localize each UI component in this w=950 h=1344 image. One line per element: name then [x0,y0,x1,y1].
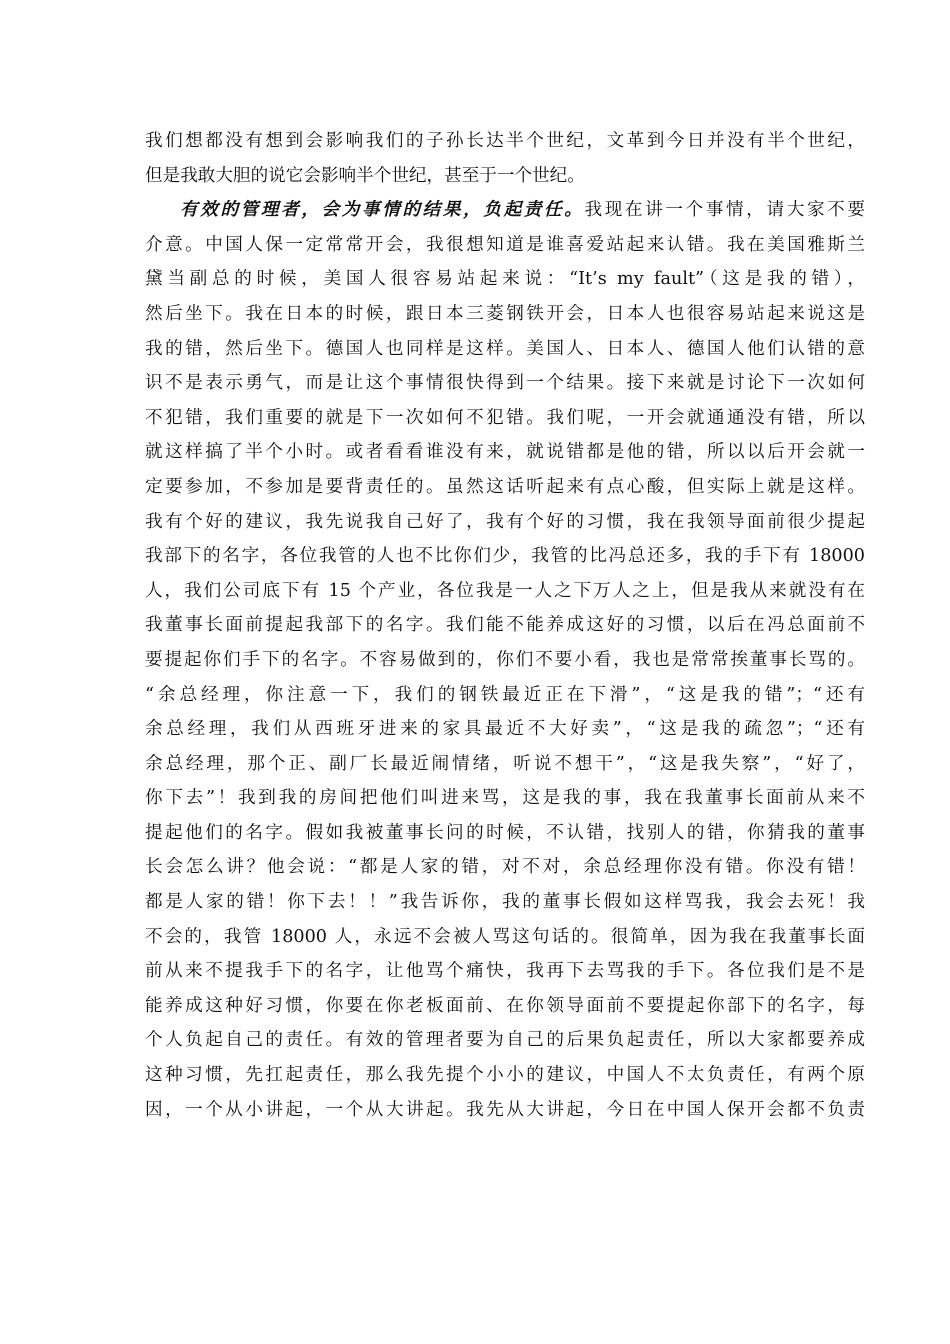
text-line: 黛当副总的时候，美国人很容易站起来说：“It’s my fault”（这是我的错）， [145,269,865,290]
text-line: “余总经理，你注意一下，我们的钢铁最近正在下滑”，“这是我的错”；“还有 [145,684,865,705]
text-line: 你下去”！我到我的房间把他们叫进来骂，这是我的事，我在我董事长面前从来不 [145,788,865,809]
document-body [145,124,865,1127]
text-line: 余总经理，那个正、副厂长最近闹情绪，听说不想干”，“这是我失察”，“好了， [145,753,865,774]
text-line: 不会的，我管 18000 人，永远不会被人骂这句话的。很简单，因为我在我董事长面 [145,926,865,947]
text-line: 人，我们公司底下有 15 个产业，各位我是一人之下万人之上，但是我从来就没有在 [145,580,865,601]
text-line: 我现在讲一个事情，请大家不要 [584,200,865,221]
text-line: 这种习惯，先扛起责任，那么我先提个小小的建议，中国人不太负责任，有两个原 [145,1065,865,1086]
emphasized-heading: 有效的管理者，会为事情的结果，负起责任。 [180,199,585,221]
paragraph-start-line [145,193,865,228]
text-line: 余总经理，我们从西班牙进来的家具最近不大好卖”，“这是我的疏忽”；“还有 [145,719,865,740]
text-line: 我有个好的建议，我先说我自己好了，我有个好的习惯，我在我领导面前很少提起 [145,511,865,532]
text-line: 我董事长面前提起我部下的名字。我们能不能养成这好的习惯，以后在冯总面前不 [145,615,865,636]
text-line: 长会怎么讲？他会说：“都是人家的错，对不对，余总经理你没有错。你没有错！ [145,857,865,878]
text-line: 都是人家的错！你下去！！”我告诉你，我的董事长假如这样骂我，我会去死！我 [145,892,865,913]
text-line: 我们想都没有想到会影响我们的子孙长达半个世纪，文革到今日并没有半个世纪， [145,131,865,151]
text-line: 我部下的名字，各位我管的人也不比你们少，我管的比冯总还多，我的手下有 18000 [145,546,865,567]
text-line: 但是我敢大胆的说它会影响半个世纪，甚至于一个世纪。 [145,165,585,186]
text-line: 要提起你们手下的名字。不容易做到的，你们不要小看，我也是常常挨董事长骂的。 [145,649,865,670]
text-line: 提起他们的名字。假如我被董事长问的时候，不认错，找别人的错，你猜我的董事 [145,822,865,843]
text-line: 前从来不提我手下的名字，让他骂个痛快，我再下去骂我的手下。各位我们是不是 [145,961,865,982]
text-line: 不犯错，我们重要的就是下一次如何不犯错。我们呢，一开会就通通没有错，所以 [145,407,865,428]
text-line: 然后坐下。我在日本的时候，跟日本三菱钢铁开会，日本人也很容易站起来说这是 [145,303,865,324]
text-line: 介意。中国人保一定常常开会，我很想知道是谁喜爱站起来认错。我在美国雅斯兰 [145,234,865,255]
text-line: 个人负起自己的责任。有效的管理者要为自己的后果负起责任，所以大家都要养成 [145,1030,865,1051]
text-line: 定要参加，不参加是要背责任的。虽然这话听起来有点心酸，但实际上就是这样。 [145,476,865,497]
text-line: 识不是表示勇气，而是让这个事情很快得到一个结果。接下来就是讨论下一次如何 [145,373,865,394]
text-line: 就这样搞了半个小时。或者看看谁没有来，就说错都是他的错，所以以后开会就一 [145,442,865,463]
text-line: 我的错，然后坐下。德国人也同样是这样。美国人、日本人、德国人他们认错的意 [145,338,865,359]
text-line: 因，一个从小讲起，一个从大讲起。我先从大讲起，今日在中国人保开会都不负责 [145,1099,865,1120]
text-line: 能养成这种好习惯，你要在你老板面前、在你领导面前不要提起你部下的名字，每 [145,995,865,1016]
